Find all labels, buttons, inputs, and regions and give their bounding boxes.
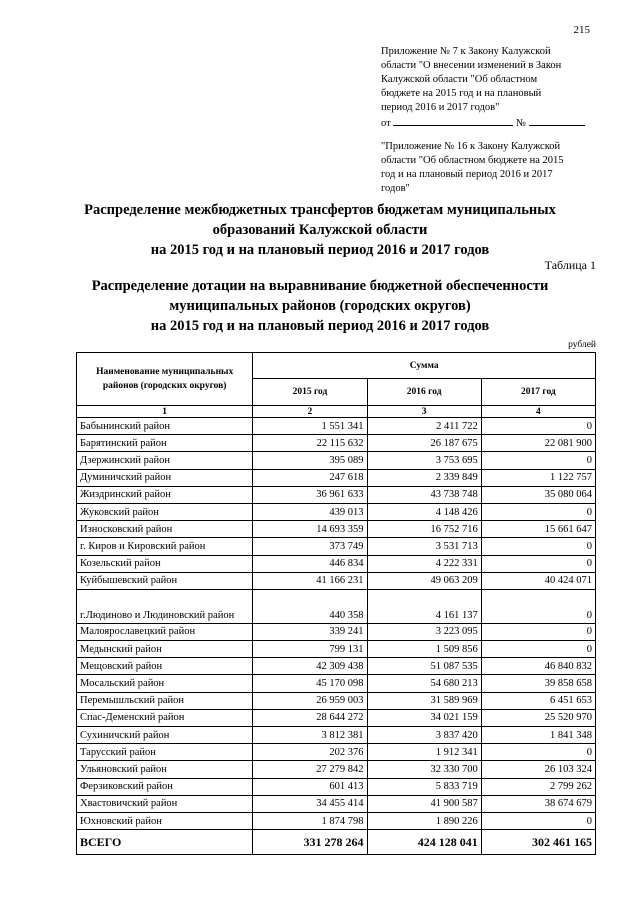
amount-2015: 799 131 (253, 641, 367, 658)
column-index: 2 (253, 406, 367, 418)
amount-2016: 4 222 331 (367, 555, 481, 572)
district-name: Спас-Деменский район (77, 709, 253, 726)
table-caption: Таблица 1 (544, 258, 596, 272)
district-name: Юхновский район (77, 812, 253, 829)
district-name: Хвастовичский район (77, 795, 253, 812)
table-row (77, 761, 596, 778)
subsidy-table (76, 352, 596, 855)
district-name: Тарусский район (77, 744, 253, 761)
amount-2017: 40 424 071 (481, 572, 595, 589)
header-year: 2017 год (481, 379, 595, 406)
table-row (77, 469, 596, 486)
district-name: Жуковский район (77, 503, 253, 520)
amount-2017: 22 081 900 (481, 435, 595, 452)
amount-2016: 4 161 137 (367, 589, 481, 623)
amount-2015: 22 115 632 (253, 435, 367, 452)
amount-2017: 26 103 324 (481, 761, 595, 778)
amount-2015: 26 959 003 (253, 692, 367, 709)
amount-2016: 3 531 713 (367, 538, 481, 555)
district-name: Ульяновский район (77, 761, 253, 778)
table-row (77, 589, 596, 623)
table-row (77, 641, 596, 658)
amount-2015: 446 834 (253, 555, 367, 572)
amount-2017: 0 (481, 538, 595, 555)
amount-2017: 15 661 647 (481, 521, 595, 538)
table-row (77, 709, 596, 726)
amount-2016: 3 837 420 (367, 727, 481, 744)
table-row (77, 452, 596, 469)
amount-2016: 43 738 748 (367, 486, 481, 503)
sub-title-line: на 2015 год и на плановый период 2016 и 2017 годов (150, 318, 490, 334)
header-year: 2016 год (367, 379, 481, 406)
number-blank (529, 115, 585, 126)
amount-2017: 0 (481, 503, 595, 520)
amount-2015: 14 693 359 (253, 521, 367, 538)
amount-2015: 440 358 (253, 589, 367, 623)
amount-2017: 39 858 658 (481, 675, 595, 692)
amount-2017: 0 (481, 452, 595, 469)
amount-2017: 0 (481, 812, 595, 829)
amount-2015: 42 309 438 (253, 658, 367, 675)
amount-2017: 1 841 348 (481, 727, 595, 744)
table-row (77, 692, 596, 709)
district-name: Ферзиковский район (77, 778, 253, 795)
amount-2015: 36 961 633 (253, 486, 367, 503)
district-name: Мосальский район (77, 675, 253, 692)
amount-2015: 3 812 381 (253, 727, 367, 744)
amount-2015: 1 551 341 (253, 418, 367, 435)
district-name: Перемышльский район (77, 692, 253, 709)
amount-2016: 16 752 716 (367, 521, 481, 538)
appendix-7-line: бюджете на 2015 год и на плановый (381, 88, 542, 99)
amount-2016: 34 021 159 (367, 709, 481, 726)
header-year: 2015 год (253, 379, 367, 406)
district-name: Жиздринский район (77, 486, 253, 503)
total-label: ВСЕГО (77, 830, 253, 855)
number-label: № (515, 118, 526, 129)
appendix-7-line: области "О внесении изменений в Закон (381, 60, 562, 71)
table-row (77, 727, 596, 744)
table-row (77, 521, 596, 538)
amount-2016: 49 063 209 (367, 572, 481, 589)
table-row (77, 572, 596, 589)
amount-2015: 247 618 (253, 469, 367, 486)
amount-2015: 601 413 (253, 778, 367, 795)
district-name: г.Людиново и Людиновский район (77, 589, 253, 623)
header-name: Наименование муниципальных районов (городских округов) (77, 353, 253, 406)
amount-2017: 0 (481, 418, 595, 435)
main-title-line: на 2015 год и на плановый период 2016 и 2017 годов (150, 242, 490, 258)
amount-2016: 3 223 095 (367, 623, 481, 640)
district-name: Думиничский район (77, 469, 253, 486)
district-name: г. Киров и Кировский район (77, 538, 253, 555)
amount-2016: 2 411 722 (367, 418, 481, 435)
amount-2015: 1 874 798 (253, 812, 367, 829)
appendix-7-note (381, 45, 596, 131)
amount-2016: 31 589 969 (367, 692, 481, 709)
units-label: рублей (568, 340, 596, 350)
appendix-16-line: области "Об областном бюджете на 2015 (381, 155, 564, 166)
district-name: Сухиничский район (77, 727, 253, 744)
header-sum: Сумма (253, 353, 596, 379)
district-name: Дзержинский район (77, 452, 253, 469)
sub-title-line: Распределение дотации на выравнивание бюджетной обеспеченности (91, 278, 549, 294)
total-2017: 302 461 165 (481, 830, 595, 855)
table-row (77, 744, 596, 761)
table-row (77, 538, 596, 555)
amount-2015: 395 089 (253, 452, 367, 469)
appendix-7-line: период 2016 и 2017 годов" (381, 102, 500, 113)
total-row (77, 830, 596, 855)
district-name: Медынский район (77, 641, 253, 658)
amount-2017: 1 122 757 (481, 469, 595, 486)
district-name: Малоярославецкий район (77, 623, 253, 640)
district-name: Мещовский район (77, 658, 253, 675)
sub-title (40, 276, 600, 336)
date-blank (393, 115, 513, 126)
amount-2015: 439 013 (253, 503, 367, 520)
table-row (77, 486, 596, 503)
appendix-7-date-number-line (381, 115, 596, 131)
amount-2016: 41 900 587 (367, 795, 481, 812)
amount-2016: 5 833 719 (367, 778, 481, 795)
total-2015: 331 278 264 (253, 830, 367, 855)
district-name: Куйбышевский район (77, 572, 253, 589)
table-row (77, 503, 596, 520)
amount-2017: 0 (481, 623, 595, 640)
district-name: Барятинский район (77, 435, 253, 452)
amount-2015: 27 279 842 (253, 761, 367, 778)
amount-2016: 32 330 700 (367, 761, 481, 778)
table-row (77, 675, 596, 692)
total-2016: 424 128 041 (367, 830, 481, 855)
amount-2016: 4 148 426 (367, 503, 481, 520)
column-index: 3 (367, 406, 481, 418)
amount-2017: 25 520 970 (481, 709, 595, 726)
amount-2016: 2 339 849 (367, 469, 481, 486)
amount-2015: 339 241 (253, 623, 367, 640)
appendix-16-line: год и на плановый период 2016 и 2017 (381, 169, 553, 180)
amount-2016: 1 912 341 (367, 744, 481, 761)
appendix-16-note (381, 140, 596, 196)
amount-2017: 0 (481, 641, 595, 658)
amount-2015: 34 455 414 (253, 795, 367, 812)
amount-2017: 0 (481, 589, 595, 623)
table-row (77, 658, 596, 675)
amount-2016: 1 509 856 (367, 641, 481, 658)
amount-2016: 26 187 675 (367, 435, 481, 452)
amount-2017: 0 (481, 744, 595, 761)
amount-2017: 6 451 653 (481, 692, 595, 709)
district-name: Износковский район (77, 521, 253, 538)
appendix-16-line: "Приложение № 16 к Закону Калужской (381, 141, 561, 152)
table-row (77, 812, 596, 829)
page-number: 215 (573, 24, 590, 36)
amount-2016: 1 890 226 (367, 812, 481, 829)
table-row (77, 795, 596, 812)
appendix-16-line: годов" (381, 183, 410, 194)
amount-2017: 35 080 064 (481, 486, 595, 503)
table-row (77, 435, 596, 452)
district-name: Бабынинский район (77, 418, 253, 435)
amount-2017: 2 799 262 (481, 778, 595, 795)
amount-2015: 373 749 (253, 538, 367, 555)
table-row (77, 778, 596, 795)
main-title-line: Распределение межбюджетных трансфертов бюджетам муниципальных (84, 202, 556, 218)
column-index: 1 (77, 406, 253, 418)
table-row (77, 555, 596, 572)
amount-2017: 0 (481, 555, 595, 572)
amount-2016: 51 087 535 (367, 658, 481, 675)
amount-2017: 46 840 832 (481, 658, 595, 675)
sub-title-line: муниципальных районов (городских округов) (169, 298, 471, 314)
amount-2017: 38 674 679 (481, 795, 595, 812)
amount-2016: 54 680 213 (367, 675, 481, 692)
amount-2015: 202 376 (253, 744, 367, 761)
table-row (77, 418, 596, 435)
main-title (40, 200, 600, 260)
appendix-7-line: Калужской области "Об областном (381, 74, 538, 85)
table-row (77, 623, 596, 640)
amount-2015: 41 166 231 (253, 572, 367, 589)
column-index: 4 (481, 406, 595, 418)
appendix-7-line: Приложение № 7 к Закону Калужской (381, 46, 551, 57)
amount-2015: 28 644 272 (253, 709, 367, 726)
from-label: от (381, 118, 391, 129)
main-title-line: образований Калужской области (212, 222, 428, 238)
district-name: Козельский район (77, 555, 253, 572)
amount-2016: 3 753 695 (367, 452, 481, 469)
amount-2015: 45 170 098 (253, 675, 367, 692)
